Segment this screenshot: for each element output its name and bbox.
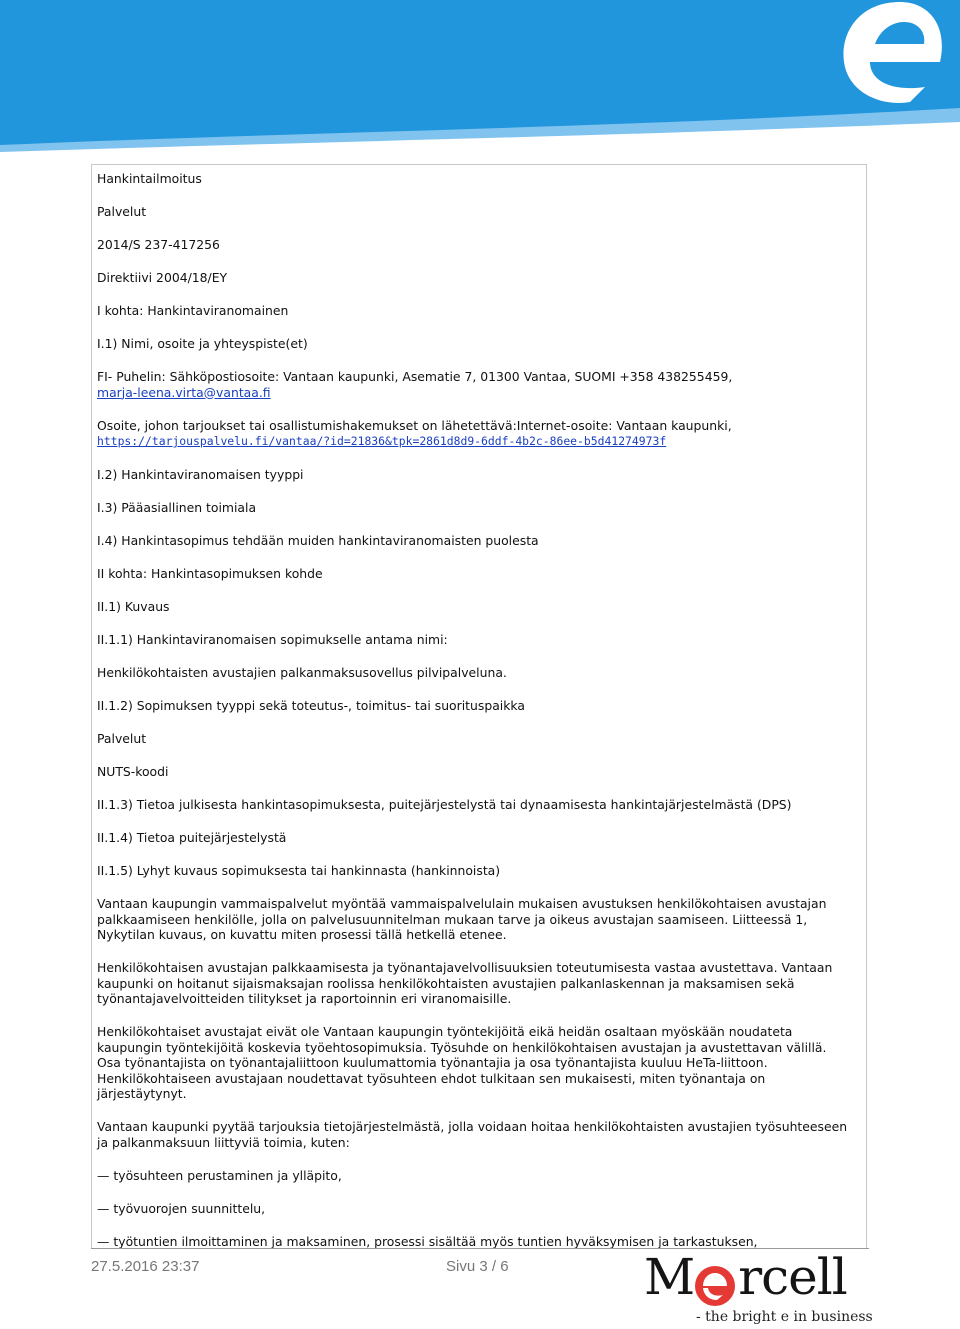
logo-wordmark	[644, 1248, 847, 1306]
header-banner	[0, 0, 960, 160]
dash-bullet: —	[97, 1233, 110, 1249]
doc-line-notice-type: Hankintailmoitus	[97, 171, 202, 186]
doc-line-section-2-1: II.1) Kuvaus	[97, 599, 170, 614]
footer-page-number: Sivu 3 / 6	[446, 1258, 509, 1275]
doc-line-section-1-1: I.1) Nimi, osoite ja yhteyspiste(et)	[97, 336, 308, 351]
doc-line-section-2-1-2: II.1.2) Sopimuksen tyyppi sekä toteutus-, toimitus- tai suorituspaikka	[97, 698, 525, 713]
description-paragraph: Henkilökohtaisen avustajan palkkaamisesta ja työnantajavelvollisuuksien toteutumisesta vastaa avustettava. Vantaan kaupunki on hoitanut sijaismaksajan roolissa henkilökohtaisten avustajien palkanlaskennan ja maksamisen sekä työnantajavelvoitteiden tilitykset ja raportoinnin eri viranomaisille.	[97, 960, 833, 1006]
contact-text: FI- Puhelin: Sähköpostiosoite: Vantaan kaupunki, Asematie 7, 01300 Vantaa, SUOMI +358 438255459,	[97, 369, 733, 384]
marcell-e-icon	[830, 0, 960, 112]
description-paragraph: Henkilökohtaiset avustajat eivät ole Vantaan kaupungin työntekijöitä eikä heidän osaltaan myöskään noudateta kaupungin työntekijöitä koskevia työehtosopimuksia. Työsuhde on henkilökohtaisen avustajan ja avustettavan välillä. Osa työnantajista on työnantajaliittoon kuulumattomia työnantajia ja osa työnantajista kuuluu HeTa-liittoon. Henkilökohtaiseen avustajaan noudettavat työsuhteen ehdot tulkitaan sen mukaisesti, miten työnantaja on järjestäytynyt.	[97, 1024, 827, 1101]
doc-line-section-2-1-1: II.1.1) Hankintaviranomaisen sopimukselle antama nimi:	[97, 632, 448, 647]
doc-line-directive: Direktiivi 2004/18/EY	[97, 270, 228, 285]
doc-line-nuts: NUTS-koodi	[97, 764, 169, 779]
document-content	[97, 171, 852, 1267]
contact-email-link[interactable]: marja-leena.virta@vantaa.fi	[97, 384, 271, 400]
list-item	[97, 1201, 852, 1217]
address-url-link[interactable]: https://tarjouspalvelu.fi/vantaa/?id=21836&tpk=2861d8d9-6ddf-4b2c-86ee-b5d41274973f	[97, 434, 667, 448]
doc-line-section-1-4: I.4) Hankintasopimus tehdään muiden hankintaviranomaisten puolesta	[97, 533, 539, 548]
address-text: Osoite, johon tarjoukset tai osallistumishakemukset on lähetettävä:Internet-osoite: Vantaan kaupunki,	[97, 417, 732, 433]
description-paragraph: Vantaan kaupunki pyytää tarjouksia tietojärjestelmästä, jolla voidaan hoitaa henkilökohtaisten avustajien työsuhteeseen ja palkanmaksuun liittyviä toimia, kuten:	[97, 1119, 848, 1150]
list-item-text: työvuorojen suunnittelu,	[113, 1200, 266, 1216]
logo-suffix: rcell	[738, 1248, 847, 1306]
logo-tagline: - the bright e in business	[696, 1309, 873, 1325]
doc-line-section-2: II kohta: Hankintasopimuksen kohde	[97, 566, 323, 581]
doc-line-section-2-1-5: II.1.5) Lyhyt kuvaus sopimuksesta tai hankinnasta (hankinnoista)	[97, 863, 501, 878]
list-item-text: työtuntien ilmoittaminen ja maksaminen, prosessi sisältää myös tuntien hyväksymisen ja tarkastuksen,	[113, 1233, 758, 1249]
contact-paragraph	[97, 369, 852, 400]
list-item	[97, 1168, 852, 1184]
list-item-text: työsuhteen perustaminen ja ylläpito,	[113, 1167, 342, 1183]
doc-line-section-1-3: I.3) Pääasiallinen toimiala	[97, 500, 257, 515]
doc-line-section-2-1-4: II.1.4) Tietoa puitejärjestelystä	[97, 830, 287, 845]
header-wave-graphic	[0, 0, 960, 160]
doc-line-section-1: I kohta: Hankintaviranomainen	[97, 303, 289, 318]
logo-prefix: M	[644, 1248, 695, 1306]
doc-line-services: Palvelut	[97, 204, 147, 219]
address-paragraph	[97, 418, 852, 450]
dash-bullet: —	[97, 1167, 110, 1183]
doc-line-section-2-1-3: II.1.3) Tietoa julkisesta hankintasopimuksesta, puitejärjestelystä tai dynaamisesta hankintajärjestelmästä (DPS)	[97, 797, 792, 812]
document-frame	[91, 164, 867, 1249]
footer-timestamp: 27.5.2016 23:37	[91, 1258, 200, 1275]
doc-line-reference: 2014/S 237-417256	[97, 237, 220, 252]
doc-line-services-2: Palvelut	[97, 731, 147, 746]
list-item	[97, 1234, 852, 1250]
logo-e-icon	[693, 1264, 737, 1308]
doc-line-contract-name: Henkilökohtaisten avustajien palkanmaksusovellus pilvipalveluna.	[97, 665, 507, 680]
marcell-logo	[640, 1248, 873, 1329]
doc-line-section-1-2: I.2) Hankintaviranomaisen tyyppi	[97, 467, 304, 482]
dash-bullet: —	[97, 1200, 110, 1216]
description-paragraph: Vantaan kaupungin vammaispalvelut myöntää vammaispalvelulain mukaisen avustuksen henkilökohtaisen avustajan palkkaamiseen henkilölle, jolla on palvelusuunnitelman mukaan tarve ja oikeus avustajan saamiseen. Liitteessä 1, Nykytilan kuvaus, on kuvattu miten prosessi tällä hetkellä etenee.	[97, 896, 827, 942]
